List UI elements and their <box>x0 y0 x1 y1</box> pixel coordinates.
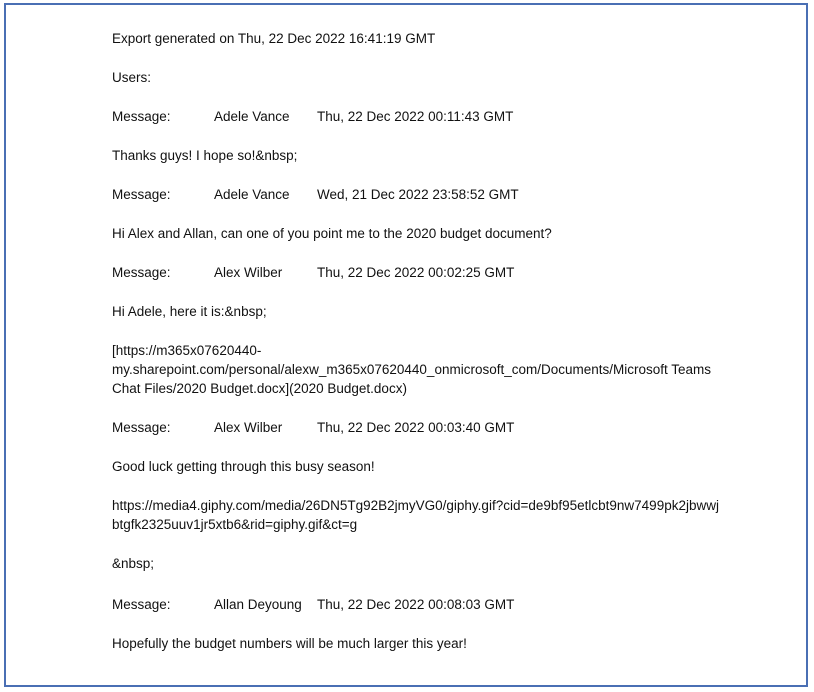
message-body: Hi Adele, here it is:&nbsp; <box>112 304 267 319</box>
message-author: Adele Vance <box>214 187 290 202</box>
document-frame <box>4 3 808 687</box>
message-body: Hi Alex and Allan, can one of you point me to the 2020 budget document? <box>112 226 552 241</box>
message-timestamp: Thu, 22 Dec 2022 00:03:40 GMT <box>317 420 515 435</box>
message-label: Message: <box>112 187 171 202</box>
message-body: &nbsp; <box>112 556 155 571</box>
message-header <box>112 418 792 437</box>
message-timestamp: Thu, 22 Dec 2022 00:11:43 GMT <box>317 109 514 124</box>
message-label: Message: <box>112 109 171 124</box>
message-author: Adele Vance <box>214 109 290 124</box>
message-author: Allan Deyoung <box>214 597 302 612</box>
users-label: Users: <box>112 70 152 85</box>
message-body: Hopefully the budget numbers will be much larger this year! <box>112 636 467 651</box>
message-body: Thanks guys! I hope so!&nbsp; <box>112 148 298 163</box>
message-header <box>112 263 792 282</box>
message-body: Good luck getting through this busy season! <box>112 459 375 474</box>
sharepoint-link[interactable]: [https://m365x07620440- my.sharepoint.com/personal/alexw_m365x07620440_onmicrosoft_com/Documents/Microsoft Teams Chat Files/2020 Budget.docx](2020 Budget.docx) <box>112 343 712 396</box>
message-timestamp: Thu, 22 Dec 2022 00:08:03 GMT <box>317 597 515 612</box>
message-header <box>112 107 792 126</box>
message-label: Message: <box>112 420 171 435</box>
giphy-link[interactable]: https://media4.giphy.com/media/26DN5Tg92B2jmyVG0/giphy.gif?cid=de9bf95etlcbt9nw7499pk2jbwwj btgfk2325uuv1jr5xtb6&rid=giphy.gif&ct=g <box>112 498 719 532</box>
message-timestamp: Wed, 21 Dec 2022 23:58:52 GMT <box>317 187 519 202</box>
message-label: Message: <box>112 597 171 612</box>
message-author: Alex Wilber <box>214 420 283 435</box>
message-author: Alex Wilber <box>214 265 283 280</box>
message-header <box>112 185 792 204</box>
message-timestamp: Thu, 22 Dec 2022 00:02:25 GMT <box>317 265 515 280</box>
export-generated-line: Export generated on Thu, 22 Dec 2022 16:41:19 GMT <box>112 31 436 46</box>
message-label: Message: <box>112 265 171 280</box>
message-header <box>112 595 792 614</box>
